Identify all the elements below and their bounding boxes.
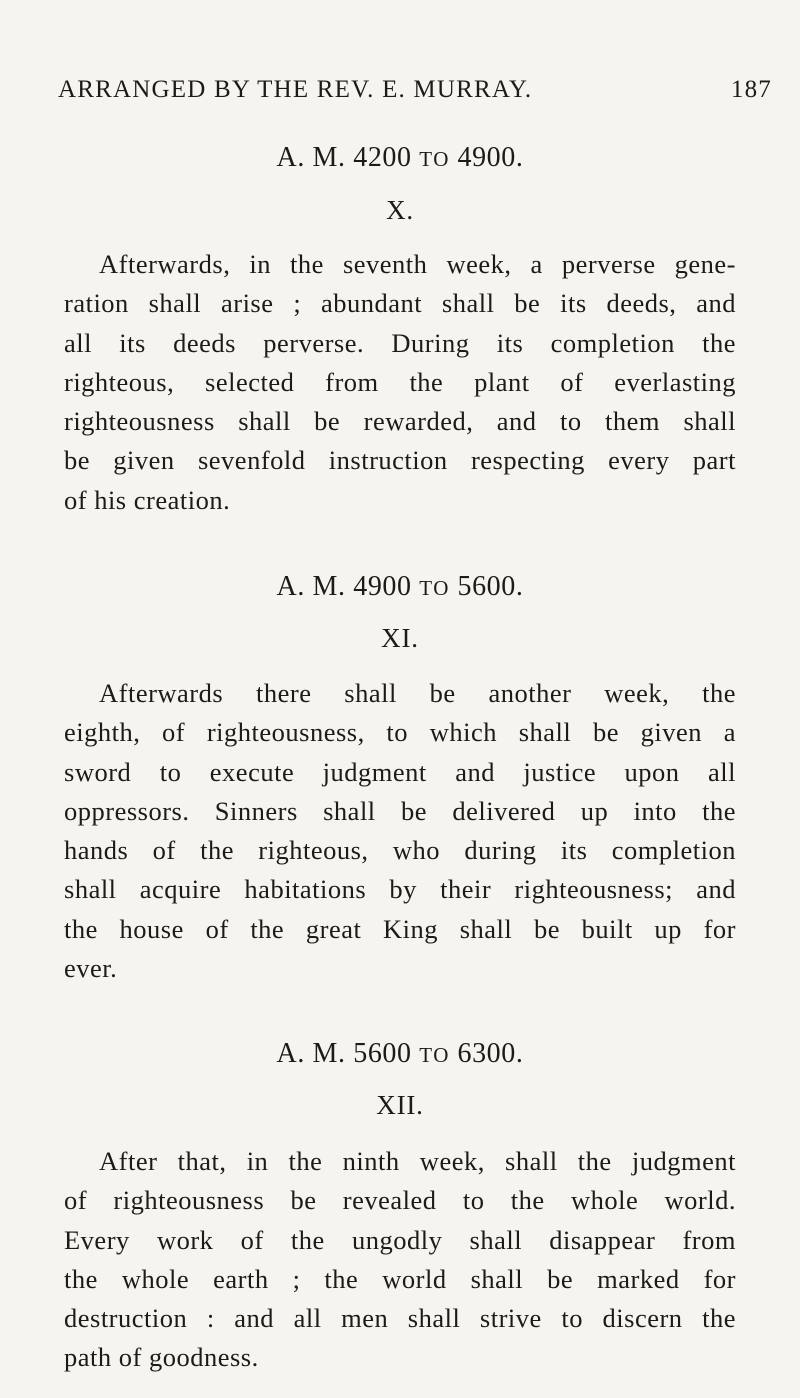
section-numeral: XI.	[381, 623, 419, 653]
paragraph-line: oppressors. Sinners shall be delivered up into the	[64, 795, 736, 826]
section-numeral: XII.	[376, 1090, 424, 1120]
section-date-to: TO	[419, 1043, 450, 1067]
section-date-to: TO	[419, 576, 450, 600]
paragraph-line: righteousness shall be rewarded, and to them shall	[64, 406, 736, 437]
running-head-title: ARRANGED BY THE REV. E. MURRAY.	[58, 76, 533, 103]
paragraph-line: righteous, selected from the plant of everlasting	[64, 366, 736, 397]
paragraph-line: ever.	[64, 953, 118, 984]
section-date-heading	[0, 1036, 800, 1073]
section-date-end: 5600.	[457, 571, 524, 602]
paragraph-line: be given sevenfold instruction respecting every part	[64, 445, 736, 476]
running-head	[58, 72, 772, 108]
paragraph-line: hands of the righteous, who during its completion	[64, 835, 736, 866]
section-date-start: A. M. 4200	[276, 142, 412, 173]
paragraph-line: destruction : and all men shall strive to discern the	[64, 1303, 736, 1334]
paragraph-line: Every work of the ungodly shall disappear from	[64, 1224, 736, 1255]
section-date-heading	[0, 569, 800, 606]
paragraph-line: ration shall arise ; abundant shall be its deeds, and	[64, 288, 736, 319]
section-date-end: 4900.	[457, 142, 524, 173]
section-date-heading	[0, 140, 800, 177]
section-date-start: A. M. 5600	[276, 1038, 412, 1069]
page-number: 187	[730, 76, 772, 103]
paragraph-line: the house of the great King shall be built up for	[64, 913, 736, 944]
paragraph-line: of his creation.	[64, 484, 231, 515]
paragraph-line: of righteousness be revealed to the whole world.	[64, 1185, 736, 1216]
paragraph-line: Afterwards, in the seventh week, a perverse gene-	[99, 249, 736, 279]
paragraph-line: sword to execute judgment and justice upon all	[64, 756, 736, 787]
paragraph-line: After that, in the ninth week, shall the judgment	[99, 1146, 736, 1176]
section-paragraph	[64, 245, 736, 520]
section-date-to: TO	[419, 147, 450, 171]
paragraph-line: Afterwards there shall be another week, the	[99, 678, 736, 708]
section-date-end: 6300.	[457, 1038, 524, 1069]
section-numeral: X.	[386, 195, 414, 225]
section-date-start: A. M. 4900	[276, 571, 412, 602]
section-paragraph	[64, 1142, 736, 1378]
paragraph-line: shall acquire habitations by their righteousness; and	[64, 874, 736, 905]
paragraph-line: the whole earth ; the world shall be marked for	[64, 1263, 736, 1294]
section-paragraph	[64, 674, 736, 988]
paragraph-line: eighth, of righteousness, to which shall be given a	[64, 717, 736, 748]
paragraph-line: all its deeds perverse. During its completion the	[64, 327, 736, 358]
paragraph-line: path of goodness.	[64, 1342, 259, 1373]
